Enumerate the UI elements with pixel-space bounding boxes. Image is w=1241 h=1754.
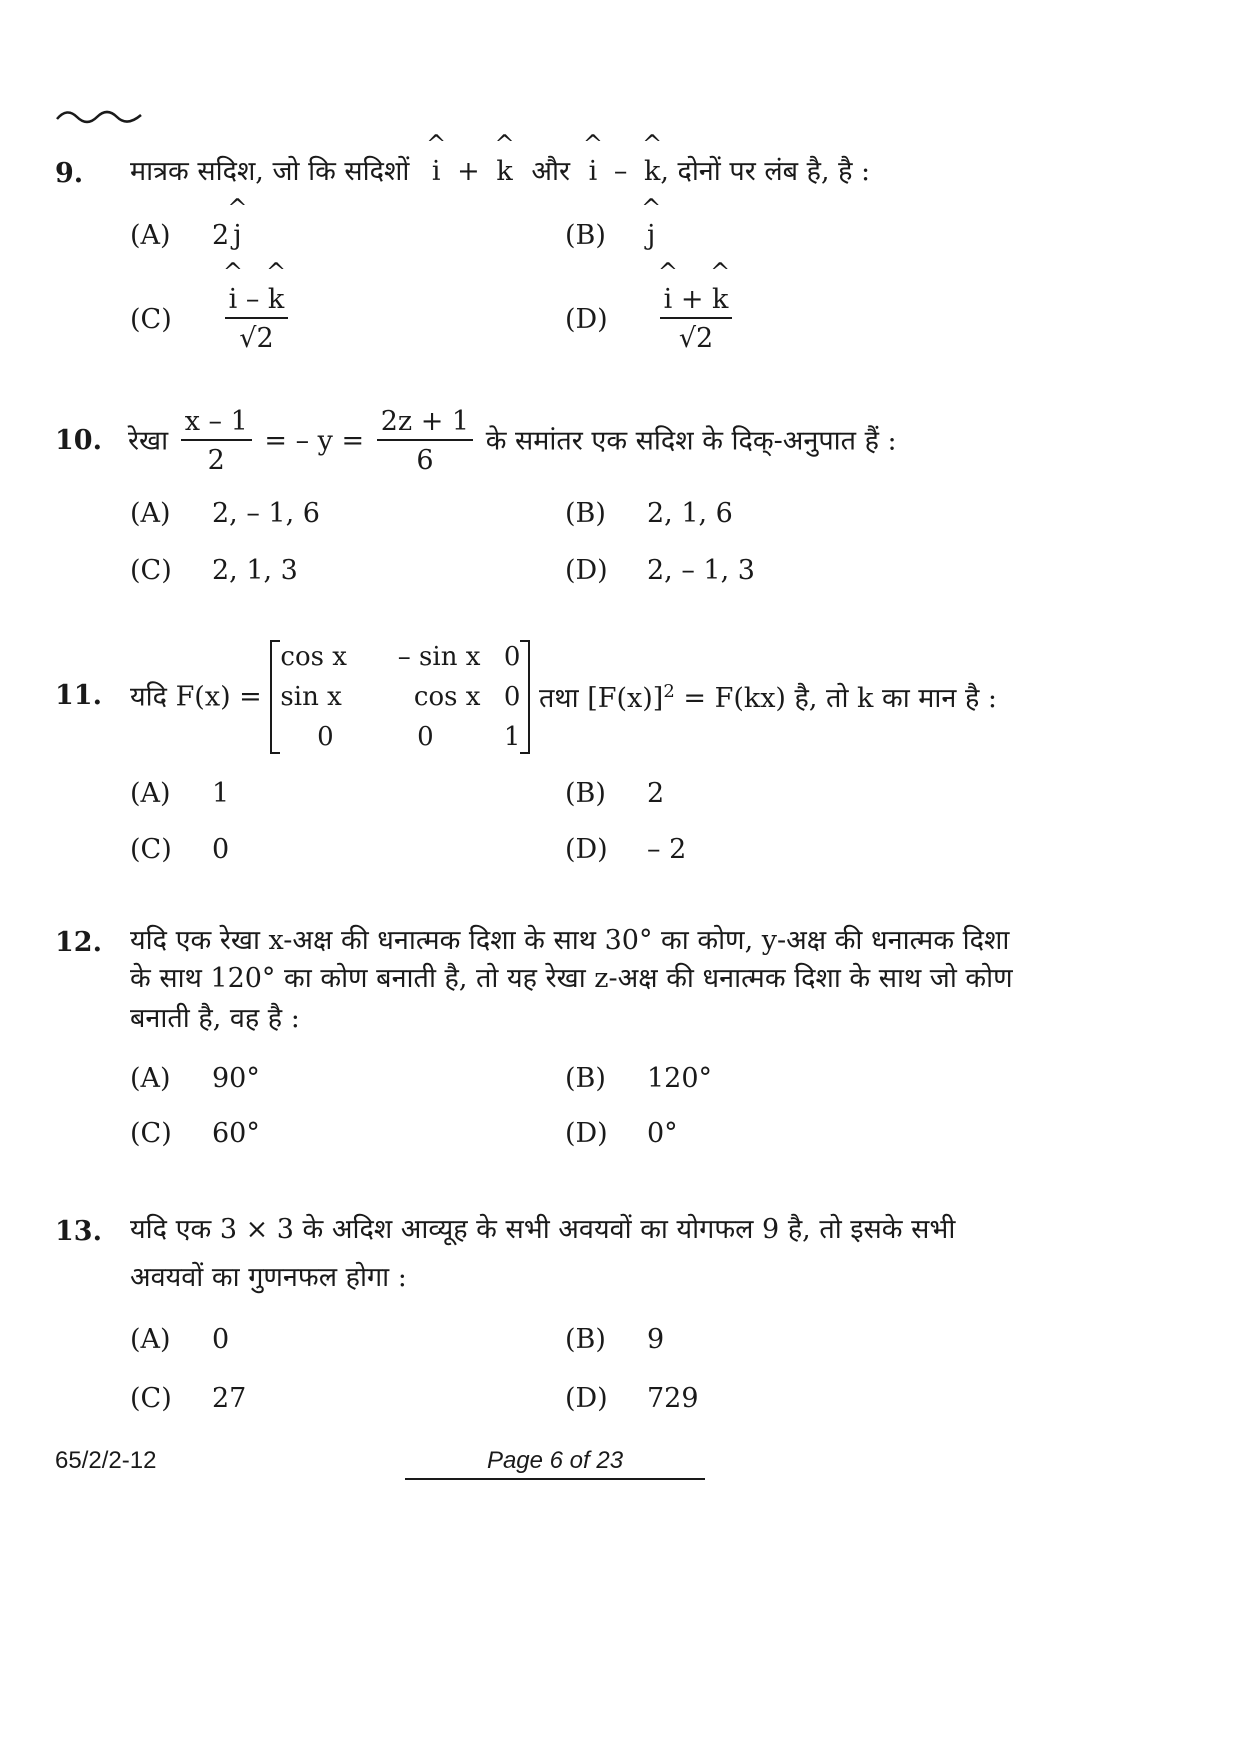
question-text-line: यदि एक रेखा x-अक्ष की धनात्मक दिशा के साथ 30° का कोण, y-अक्ष की धनात्मक दिशा [130,925,1010,956]
option-d[interactable]: (D) ^ $\frac{i + \^{} k}{√2}$ [565,286,736,352]
option-b[interactable]: (B)^ j [565,222,655,249]
matrix: cos x – sin x 0 sin x cos x 0 0 0 1 [270,640,530,754]
fraction: $\frac{x - 1}{2}$ [181,408,252,474]
question-number: 10. [55,425,102,456]
question-number: 12. [55,927,102,958]
question-text-line: यदि एक 3 × 3 के अदिश आव्यूह के सभी अवयवों का योगफल 9 है, तो इसके सभी [130,1214,956,1245]
option-c[interactable]: (C) 60° [130,1118,260,1149]
question-text-line: बनाती है, वह है : [130,1003,300,1034]
unit-vector-k: ^ k [644,158,660,185]
option-a[interactable]: (A) 0 [130,1324,230,1355]
fraction: ^ $\frac{i + \^{} k}{√2}$ [660,286,733,352]
option-a[interactable]: (A) 90° [130,1063,260,1094]
option-d[interactable]: (D) – 2 [565,834,687,865]
unit-vector-i: ^ i [432,158,441,185]
question-number: 11. [55,680,102,711]
option-d[interactable]: (D) 729 [565,1383,699,1414]
option-c[interactable]: (C) 0 [130,834,230,865]
question-text-line: के साथ 120° का कोण बनाती है, तो यह रेखा z-अक्ष की धनात्मक दिशा के साथ जो कोण [130,963,1013,994]
unit-vector-k: ^ k [496,158,512,185]
option-c[interactable]: (C) ^ $\frac{i - \^{} k}{√2}$ [130,286,292,352]
question-text: रेखा $\frac{x - 1}{2}$ = – y = $\frac{2z + 1}{6}$ के समांतर एक सदिश के दिक्-अनुपात हैं : [128,406,897,476]
question-text-line: अवयवों का गुणनफल होगा : [130,1262,407,1293]
option-c[interactable]: (C) 2, 1, 3 [130,555,298,586]
option-a[interactable]: (A) 2, – 1, 6 [130,498,320,529]
footer-rule [405,1478,705,1480]
option-a[interactable]: (A) 2^ j [130,222,242,249]
fraction: ^ $\frac{i - \^{} k}{√2}$ [225,286,289,352]
fraction: $\frac{2z + 1}{6}$ [377,408,473,474]
question-number: 13. [55,1216,102,1247]
option-d[interactable]: (D) 0° [565,1118,678,1149]
question-text: यदि F(x) = cos x – sin x 0 sin x cos x 0 0 0 1 तथा $[F(x)]^2 = F(kx)$ है, तो k का मान है : [130,642,997,752]
option-b[interactable]: (B) 2, 1, 6 [565,498,733,529]
question-number: 9. [55,158,84,189]
unit-vector-j: ^ j [647,222,655,249]
page-number: Page 6 of 23 [486,1447,624,1474]
wavy-line-decoration [55,105,147,127]
option-a[interactable]: (A) 1 [130,778,230,809]
option-b[interactable]: (B) 9 [565,1324,665,1355]
option-b[interactable]: (B) 2 [565,778,665,809]
unit-vector-i: ^ i [589,158,598,185]
option-d[interactable]: (D) 2, – 1, 3 [565,555,755,586]
option-b[interactable]: (B) 120° [565,1063,713,1094]
question-text: मात्रक सदिश, जो कि सदिशों ^ i + ^ k और ^ i – ^ k, दोनों पर लंब है, है : [130,158,870,185]
unit-vector-j: ^ j [233,222,241,249]
option-c[interactable]: (C) 27 [130,1383,247,1414]
paper-code: 65/2/2-12 [55,1447,157,1474]
